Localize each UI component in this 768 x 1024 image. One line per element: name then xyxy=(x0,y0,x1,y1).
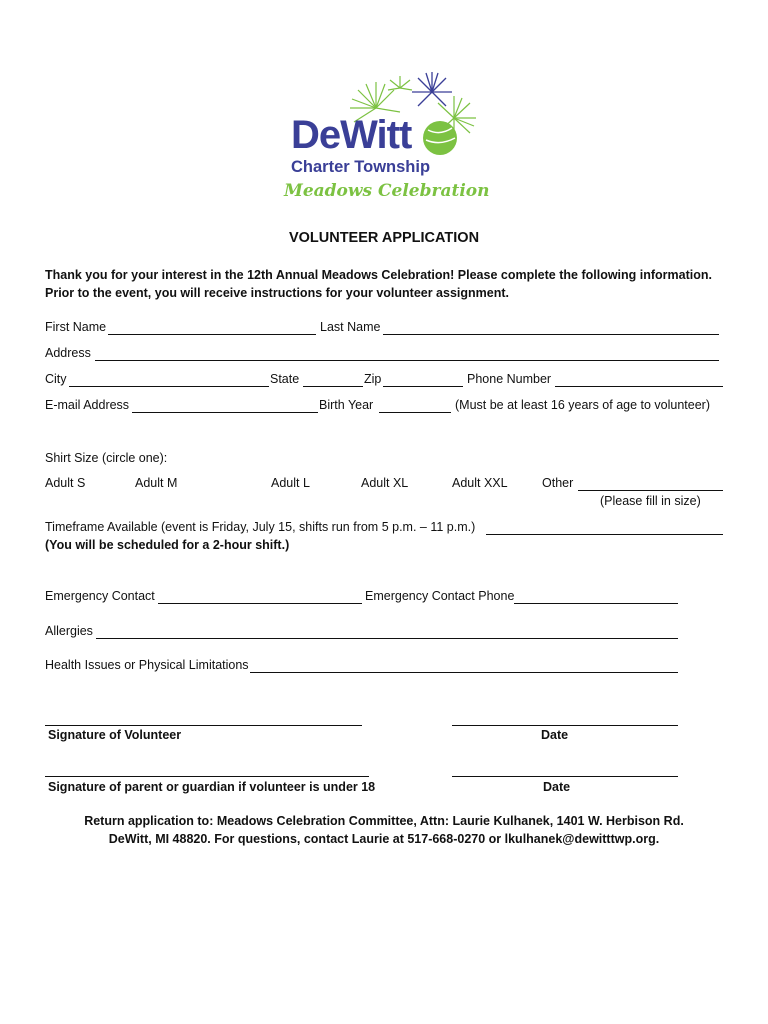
parent-date-label: Date xyxy=(543,780,571,794)
shirt-size-label: Shirt Size (circle one): xyxy=(45,451,168,465)
timeframe-field[interactable] xyxy=(486,534,723,535)
health-issues-label: Health Issues or Physical Limitations xyxy=(45,658,249,672)
shirt-other-field[interactable] xyxy=(578,490,723,491)
city-label: City xyxy=(45,372,67,386)
zip-field[interactable] xyxy=(383,386,463,387)
volunteer-signature-field[interactable] xyxy=(45,725,362,726)
intro-line-2: Prior to the event, you will receive instructions for your volunteer assignment. xyxy=(45,286,509,300)
parent-signature-field[interactable] xyxy=(45,776,369,777)
intro-line-1: Thank you for your interest in the 12th Annual Meadows Celebration! Please complete the following information. xyxy=(45,268,712,282)
city-field[interactable] xyxy=(69,386,269,387)
shirt-option-xxl[interactable]: Adult XXL xyxy=(452,476,508,490)
state-label: State xyxy=(270,372,300,386)
emergency-phone-label: Emergency Contact Phone xyxy=(365,589,515,603)
logo-name: DeWitt xyxy=(291,113,412,157)
email-label: E-mail Address xyxy=(45,398,130,412)
shirt-option-s[interactable]: Adult S xyxy=(45,476,86,490)
first-name-label: First Name xyxy=(45,320,107,334)
phone-field[interactable] xyxy=(555,386,723,387)
footer-line-1: Return application to: Meadows Celebration Committee, Attn: Laurie Kulhanek, 1401 W. Herbison Rd. xyxy=(84,814,684,828)
birth-year-field[interactable] xyxy=(379,412,451,413)
page-title: VOLUNTEER APPLICATION xyxy=(288,230,480,246)
address-field[interactable] xyxy=(95,360,719,361)
logo-tagline: Meadows Celebration xyxy=(284,181,490,201)
emergency-contact-field[interactable] xyxy=(158,603,362,604)
shirt-fill-note: (Please fill in size) xyxy=(600,494,701,508)
shirt-option-other[interactable]: Other xyxy=(542,476,574,490)
timeframe-label: Timeframe Available (event is Friday, July 15, shifts run from 5 p.m. – 11 p.m.) xyxy=(45,520,476,534)
dewitt-meadows-logo xyxy=(278,66,490,206)
state-field[interactable] xyxy=(303,386,363,387)
emergency-phone-field[interactable] xyxy=(514,603,678,604)
first-name-field[interactable] xyxy=(108,334,316,335)
phone-label: Phone Number xyxy=(467,372,552,386)
footer-line-2: DeWitt, MI 48820. For questions, contact Laurie at 517-668-0270 or lkulhanek@dewitttwp.org. xyxy=(108,832,660,846)
shirt-option-m[interactable]: Adult M xyxy=(135,476,178,490)
parent-date-field[interactable] xyxy=(452,776,678,777)
allergies-label: Allergies xyxy=(45,624,93,638)
last-name-field[interactable] xyxy=(383,334,719,335)
volunteer-date-label: Date xyxy=(541,728,569,742)
zip-label: Zip xyxy=(364,372,382,386)
logo-subtitle: Charter Township xyxy=(291,158,431,176)
timeframe-note: (You will be scheduled for a 2-hour shift.) xyxy=(45,538,290,552)
last-name-label: Last Name xyxy=(320,320,381,334)
age-note: (Must be at least 16 years of age to volunteer) xyxy=(455,398,710,412)
parent-signature-label: Signature of parent or guardian if volunteer is under 18 xyxy=(48,780,376,794)
address-label: Address xyxy=(45,346,91,360)
shirt-option-xl[interactable]: Adult XL xyxy=(361,476,409,490)
shirt-option-l[interactable]: Adult L xyxy=(271,476,310,490)
volunteer-signature-label: Signature of Volunteer xyxy=(48,728,182,742)
allergies-field[interactable] xyxy=(96,638,678,639)
birth-year-label: Birth Year xyxy=(319,398,374,412)
email-field[interactable] xyxy=(132,412,318,413)
health-issues-field[interactable] xyxy=(250,672,678,673)
volunteer-date-field[interactable] xyxy=(452,725,678,726)
emergency-contact-label: Emergency Contact xyxy=(45,589,155,603)
